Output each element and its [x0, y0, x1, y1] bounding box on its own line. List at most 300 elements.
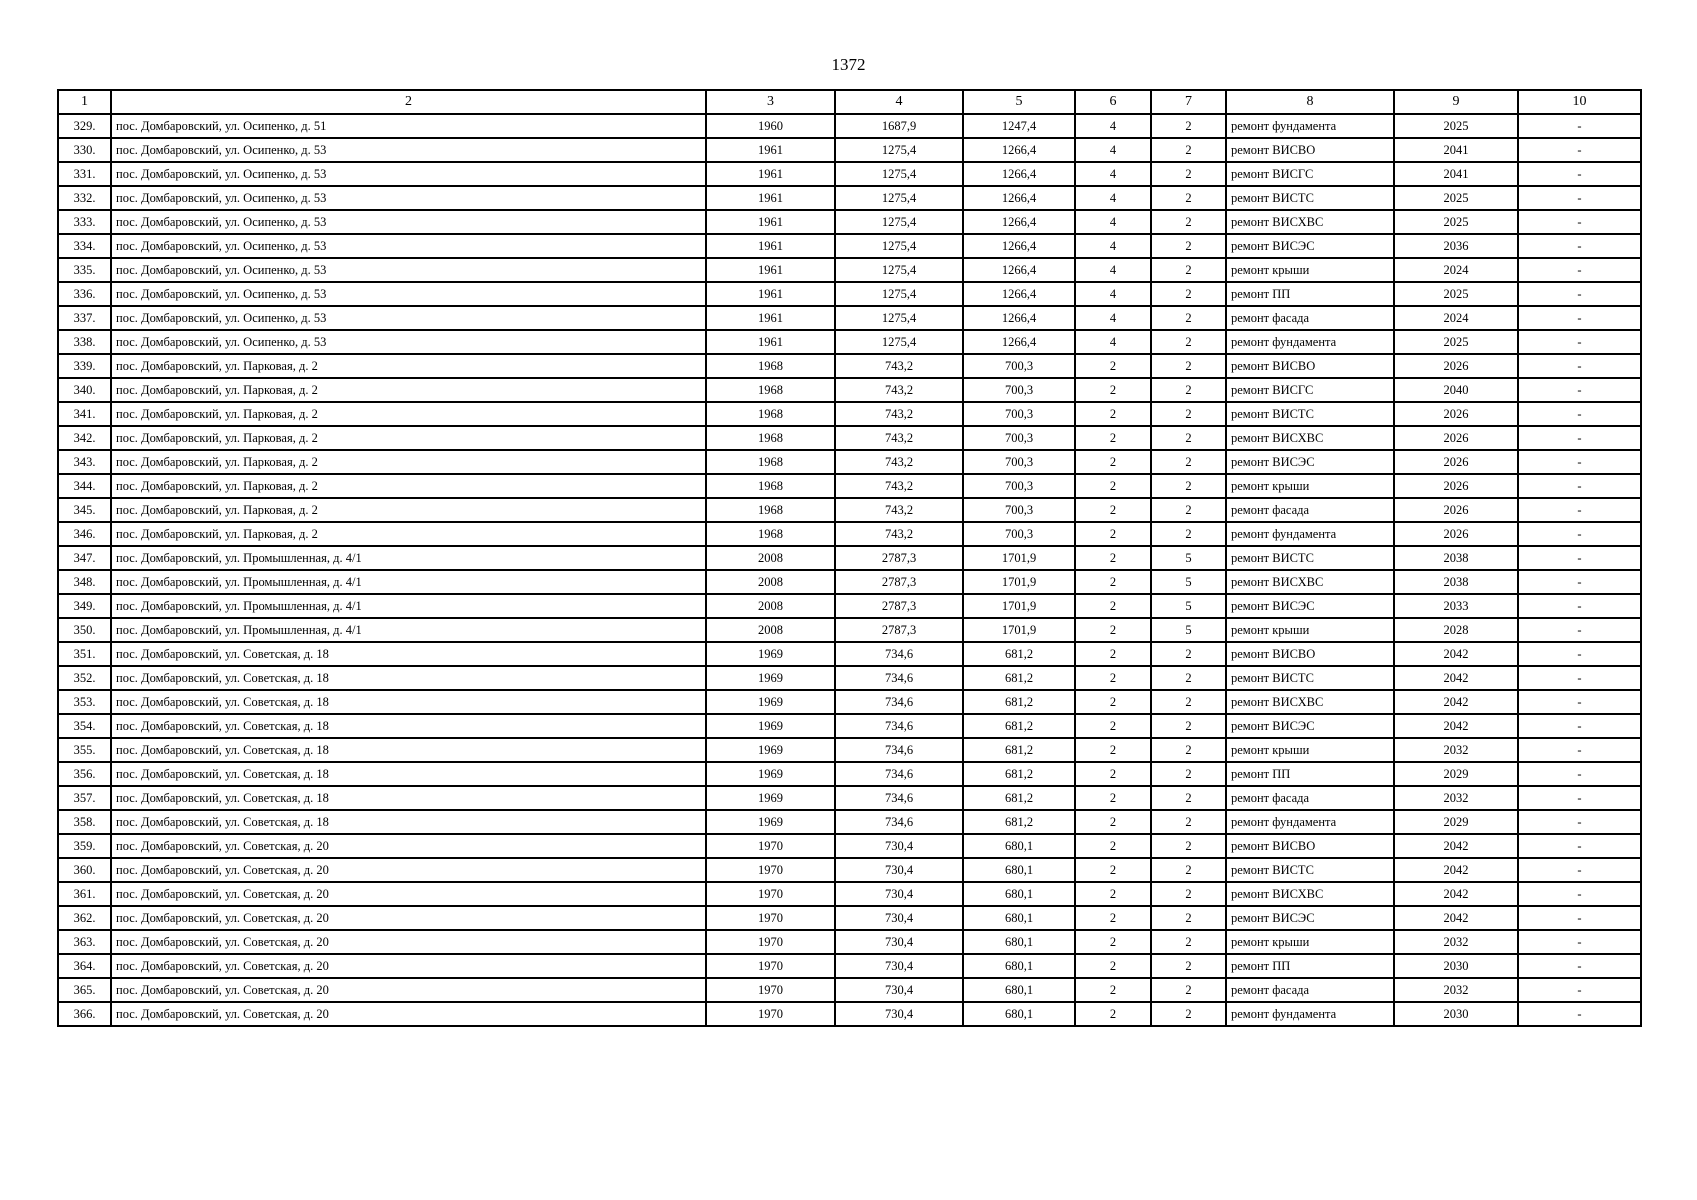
housing-repair-table	[57, 89, 1642, 1027]
row-number-cell: 347.	[58, 546, 111, 570]
row-number-cell: 364.	[58, 954, 111, 978]
note-cell: -	[1518, 162, 1641, 186]
floors-cell: 4	[1075, 234, 1151, 258]
year-built-cell: 1968	[706, 474, 835, 498]
address-cell: пос. Домбаровский, ул. Осипенко, д. 53	[111, 282, 706, 306]
total-area-cell: 730,4	[835, 978, 963, 1002]
row-number-cell: 356.	[58, 762, 111, 786]
repair-year-cell: 2030	[1394, 954, 1518, 978]
address-cell: пос. Домбаровский, ул. Советская, д. 20	[111, 882, 706, 906]
row-number-cell: 363.	[58, 930, 111, 954]
repair-year-cell: 2028	[1394, 618, 1518, 642]
row-number-cell: 357.	[58, 786, 111, 810]
residential-area-cell: 1266,4	[963, 258, 1075, 282]
residential-area-cell: 681,2	[963, 738, 1075, 762]
table-row	[58, 450, 1641, 474]
table-row	[58, 810, 1641, 834]
floors-cell: 2	[1075, 618, 1151, 642]
repair-type-cell: ремонт ВИСВО	[1226, 642, 1394, 666]
address-cell: пос. Домбаровский, ул. Осипенко, д. 53	[111, 306, 706, 330]
page-number: 1372	[831, 55, 866, 74]
repair-type-cell: ремонт ВИСТС	[1226, 402, 1394, 426]
floors-cell: 4	[1075, 186, 1151, 210]
total-area-cell: 734,6	[835, 642, 963, 666]
address-cell: пос. Домбаровский, ул. Парковая, д. 2	[111, 474, 706, 498]
repair-type-cell: ремонт ПП	[1226, 282, 1394, 306]
total-area-cell: 734,6	[835, 666, 963, 690]
repair-type-cell: ремонт крыши	[1226, 474, 1394, 498]
floors-cell: 2	[1075, 450, 1151, 474]
floors-cell: 2	[1075, 402, 1151, 426]
row-number-cell: 360.	[58, 858, 111, 882]
row-number-cell: 346.	[58, 522, 111, 546]
row-number-cell: 351.	[58, 642, 111, 666]
address-cell: пос. Домбаровский, ул. Советская, д. 20	[111, 978, 706, 1002]
floors-cell: 2	[1075, 906, 1151, 930]
address-cell: пос. Домбаровский, ул. Осипенко, д. 53	[111, 210, 706, 234]
year-built-cell: 1961	[706, 210, 835, 234]
address-cell: пос. Домбаровский, ул. Осипенко, д. 53	[111, 162, 706, 186]
note-cell: -	[1518, 354, 1641, 378]
total-area-cell: 2787,3	[835, 594, 963, 618]
repair-year-cell: 2026	[1394, 474, 1518, 498]
address-cell: пос. Домбаровский, ул. Парковая, д. 2	[111, 522, 706, 546]
year-built-cell: 1961	[706, 138, 835, 162]
floors-cell: 2	[1075, 858, 1151, 882]
residential-area-cell: 681,2	[963, 762, 1075, 786]
repair-type-cell: ремонт ВИСТС	[1226, 186, 1394, 210]
note-cell: -	[1518, 762, 1641, 786]
repair-type-cell: ремонт ВИСХВС	[1226, 426, 1394, 450]
table-row	[58, 546, 1641, 570]
year-built-cell: 1970	[706, 882, 835, 906]
residential-area-cell: 681,2	[963, 714, 1075, 738]
entrances-cell: 2	[1151, 474, 1226, 498]
repair-year-cell: 2042	[1394, 834, 1518, 858]
floors-cell: 4	[1075, 306, 1151, 330]
total-area-cell: 734,6	[835, 810, 963, 834]
table-row	[58, 666, 1641, 690]
table-row	[58, 858, 1641, 882]
total-area-cell: 1275,4	[835, 258, 963, 282]
entrances-cell: 2	[1151, 426, 1226, 450]
repair-year-cell: 2042	[1394, 642, 1518, 666]
repair-type-cell: ремонт крыши	[1226, 618, 1394, 642]
residential-area-cell: 680,1	[963, 882, 1075, 906]
residential-area-cell: 680,1	[963, 906, 1075, 930]
floors-cell: 2	[1075, 474, 1151, 498]
residential-area-cell: 1266,4	[963, 330, 1075, 354]
residential-area-cell: 1266,4	[963, 162, 1075, 186]
residential-area-cell: 700,3	[963, 426, 1075, 450]
repair-type-cell: ремонт ВИСТС	[1226, 546, 1394, 570]
row-number-cell: 354.	[58, 714, 111, 738]
repair-year-cell: 2032	[1394, 930, 1518, 954]
total-area-cell: 2787,3	[835, 618, 963, 642]
note-cell: -	[1518, 594, 1641, 618]
total-area-cell: 743,2	[835, 498, 963, 522]
note-cell: -	[1518, 642, 1641, 666]
address-cell: пос. Домбаровский, ул. Промышленная, д. 4/1	[111, 618, 706, 642]
row-number-cell: 333.	[58, 210, 111, 234]
residential-area-cell: 680,1	[963, 930, 1075, 954]
entrances-cell: 2	[1151, 210, 1226, 234]
repair-type-cell: ремонт ВИСГС	[1226, 162, 1394, 186]
table-row	[58, 330, 1641, 354]
floors-cell: 2	[1075, 546, 1151, 570]
year-built-cell: 1961	[706, 162, 835, 186]
entrances-cell: 2	[1151, 450, 1226, 474]
note-cell: -	[1518, 114, 1641, 138]
entrances-cell: 2	[1151, 906, 1226, 930]
address-cell: пос. Домбаровский, ул. Советская, д. 18	[111, 714, 706, 738]
year-built-cell: 1969	[706, 738, 835, 762]
note-cell: -	[1518, 330, 1641, 354]
repair-type-cell: ремонт фасада	[1226, 978, 1394, 1002]
row-number-cell: 337.	[58, 306, 111, 330]
repair-year-cell: 2042	[1394, 882, 1518, 906]
floors-cell: 2	[1075, 522, 1151, 546]
row-number-cell: 343.	[58, 450, 111, 474]
table-row	[58, 714, 1641, 738]
residential-area-cell: 1266,4	[963, 138, 1075, 162]
address-cell: пос. Домбаровский, ул. Советская, д. 20	[111, 930, 706, 954]
entrances-cell: 5	[1151, 594, 1226, 618]
floors-cell: 2	[1075, 810, 1151, 834]
year-built-cell: 1961	[706, 306, 835, 330]
entrances-cell: 2	[1151, 690, 1226, 714]
entrances-cell: 2	[1151, 882, 1226, 906]
note-cell: -	[1518, 1002, 1641, 1026]
note-cell: -	[1518, 978, 1641, 1002]
repair-year-cell: 2025	[1394, 330, 1518, 354]
entrances-cell: 2	[1151, 186, 1226, 210]
address-cell: пос. Домбаровский, ул. Советская, д. 18	[111, 642, 706, 666]
note-cell: -	[1518, 522, 1641, 546]
table-row	[58, 1002, 1641, 1026]
year-built-cell: 1969	[706, 786, 835, 810]
repair-type-cell: ремонт фасада	[1226, 786, 1394, 810]
table-row	[58, 186, 1641, 210]
table-row	[58, 258, 1641, 282]
note-cell: -	[1518, 618, 1641, 642]
repair-type-cell: ремонт фундамента	[1226, 330, 1394, 354]
total-area-cell: 2787,3	[835, 546, 963, 570]
row-number-cell: 329.	[58, 114, 111, 138]
total-area-cell: 730,4	[835, 1002, 963, 1026]
address-cell: пос. Домбаровский, ул. Советская, д. 18	[111, 738, 706, 762]
year-built-cell: 1970	[706, 906, 835, 930]
note-cell: -	[1518, 930, 1641, 954]
repair-year-cell: 2025	[1394, 114, 1518, 138]
row-number-cell: 365.	[58, 978, 111, 1002]
address-cell: пос. Домбаровский, ул. Промышленная, д. 4/1	[111, 570, 706, 594]
address-cell: пос. Домбаровский, ул. Парковая, д. 2	[111, 354, 706, 378]
residential-area-cell: 680,1	[963, 834, 1075, 858]
note-cell: -	[1518, 498, 1641, 522]
year-built-cell: 1969	[706, 762, 835, 786]
year-built-cell: 1970	[706, 858, 835, 882]
column-header-1: 1	[58, 90, 111, 114]
repair-year-cell: 2033	[1394, 594, 1518, 618]
entrances-cell: 2	[1151, 114, 1226, 138]
column-header-10: 10	[1518, 90, 1641, 114]
repair-type-cell: ремонт ВИСХВС	[1226, 882, 1394, 906]
total-area-cell: 1275,4	[835, 210, 963, 234]
repair-year-cell: 2026	[1394, 426, 1518, 450]
column-header-6: 6	[1075, 90, 1151, 114]
residential-area-cell: 1266,4	[963, 306, 1075, 330]
note-cell: -	[1518, 906, 1641, 930]
entrances-cell: 2	[1151, 810, 1226, 834]
year-built-cell: 1968	[706, 402, 835, 426]
entrances-cell: 5	[1151, 618, 1226, 642]
total-area-cell: 743,2	[835, 378, 963, 402]
entrances-cell: 5	[1151, 570, 1226, 594]
address-cell: пос. Домбаровский, ул. Парковая, д. 2	[111, 498, 706, 522]
floors-cell: 2	[1075, 834, 1151, 858]
entrances-cell: 2	[1151, 402, 1226, 426]
note-cell: -	[1518, 186, 1641, 210]
repair-year-cell: 2040	[1394, 378, 1518, 402]
note-cell: -	[1518, 210, 1641, 234]
note-cell: -	[1518, 258, 1641, 282]
residential-area-cell: 700,3	[963, 474, 1075, 498]
repair-type-cell: ремонт фундамента	[1226, 522, 1394, 546]
repair-year-cell: 2032	[1394, 786, 1518, 810]
floors-cell: 2	[1075, 690, 1151, 714]
floors-cell: 2	[1075, 738, 1151, 762]
entrances-cell: 2	[1151, 930, 1226, 954]
repair-year-cell: 2038	[1394, 570, 1518, 594]
total-area-cell: 743,2	[835, 402, 963, 426]
residential-area-cell: 700,3	[963, 354, 1075, 378]
row-number-cell: 340.	[58, 378, 111, 402]
repair-year-cell: 2026	[1394, 450, 1518, 474]
row-number-cell: 338.	[58, 330, 111, 354]
floors-cell: 4	[1075, 282, 1151, 306]
row-number-cell: 355.	[58, 738, 111, 762]
total-area-cell: 1275,4	[835, 282, 963, 306]
repair-year-cell: 2042	[1394, 858, 1518, 882]
floors-cell: 2	[1075, 594, 1151, 618]
residential-area-cell: 1266,4	[963, 210, 1075, 234]
column-header-5: 5	[963, 90, 1075, 114]
note-cell: -	[1518, 690, 1641, 714]
column-header-4: 4	[835, 90, 963, 114]
column-header-8: 8	[1226, 90, 1394, 114]
repair-year-cell: 2041	[1394, 138, 1518, 162]
address-cell: пос. Домбаровский, ул. Парковая, д. 2	[111, 450, 706, 474]
year-built-cell: 1970	[706, 930, 835, 954]
table-row	[58, 474, 1641, 498]
row-number-cell: 342.	[58, 426, 111, 450]
entrances-cell: 2	[1151, 786, 1226, 810]
entrances-cell: 2	[1151, 498, 1226, 522]
repair-year-cell: 2024	[1394, 258, 1518, 282]
repair-year-cell: 2032	[1394, 978, 1518, 1002]
address-cell: пос. Домбаровский, ул. Советская, д. 18	[111, 786, 706, 810]
entrances-cell: 2	[1151, 714, 1226, 738]
address-cell: пос. Домбаровский, ул. Советская, д. 18	[111, 690, 706, 714]
row-number-cell: 366.	[58, 1002, 111, 1026]
year-built-cell: 2008	[706, 570, 835, 594]
header-row	[58, 90, 1641, 114]
year-built-cell: 1968	[706, 498, 835, 522]
table-row	[58, 306, 1641, 330]
repair-year-cell: 2042	[1394, 690, 1518, 714]
table-row	[58, 162, 1641, 186]
row-number-cell: 341.	[58, 402, 111, 426]
repair-type-cell: ремонт крыши	[1226, 258, 1394, 282]
repair-type-cell: ремонт ВИСВО	[1226, 834, 1394, 858]
note-cell: -	[1518, 450, 1641, 474]
total-area-cell: 1275,4	[835, 330, 963, 354]
repair-year-cell: 2029	[1394, 762, 1518, 786]
total-area-cell: 2787,3	[835, 570, 963, 594]
floors-cell: 2	[1075, 642, 1151, 666]
entrances-cell: 2	[1151, 162, 1226, 186]
row-number-cell: 339.	[58, 354, 111, 378]
year-built-cell: 1970	[706, 978, 835, 1002]
residential-area-cell: 681,2	[963, 810, 1075, 834]
total-area-cell: 730,4	[835, 858, 963, 882]
total-area-cell: 1275,4	[835, 162, 963, 186]
residential-area-cell: 680,1	[963, 978, 1075, 1002]
note-cell: -	[1518, 234, 1641, 258]
column-header-3: 3	[706, 90, 835, 114]
year-built-cell: 1970	[706, 834, 835, 858]
floors-cell: 2	[1075, 786, 1151, 810]
note-cell: -	[1518, 570, 1641, 594]
residential-area-cell: 700,3	[963, 402, 1075, 426]
address-cell: пос. Домбаровский, ул. Советская, д. 20	[111, 834, 706, 858]
repair-year-cell: 2038	[1394, 546, 1518, 570]
year-built-cell: 1961	[706, 258, 835, 282]
table-row	[58, 234, 1641, 258]
floors-cell: 2	[1075, 954, 1151, 978]
total-area-cell: 730,4	[835, 834, 963, 858]
total-area-cell: 1275,4	[835, 234, 963, 258]
column-header-7: 7	[1151, 90, 1226, 114]
row-number-cell: 353.	[58, 690, 111, 714]
entrances-cell: 2	[1151, 738, 1226, 762]
repair-year-cell: 2042	[1394, 906, 1518, 930]
total-area-cell: 730,4	[835, 954, 963, 978]
entrances-cell: 2	[1151, 834, 1226, 858]
entrances-cell: 2	[1151, 282, 1226, 306]
total-area-cell: 1275,4	[835, 138, 963, 162]
residential-area-cell: 681,2	[963, 690, 1075, 714]
residential-area-cell: 1266,4	[963, 234, 1075, 258]
note-cell: -	[1518, 882, 1641, 906]
year-built-cell: 1970	[706, 954, 835, 978]
repair-type-cell: ремонт ВИСЭС	[1226, 234, 1394, 258]
table-row	[58, 354, 1641, 378]
repair-year-cell: 2025	[1394, 210, 1518, 234]
residential-area-cell: 1266,4	[963, 282, 1075, 306]
address-cell: пос. Домбаровский, ул. Осипенко, д. 53	[111, 234, 706, 258]
table-row	[58, 378, 1641, 402]
entrances-cell: 2	[1151, 354, 1226, 378]
note-cell: -	[1518, 138, 1641, 162]
repair-type-cell: ремонт ВИСТС	[1226, 666, 1394, 690]
repair-type-cell: ремонт ПП	[1226, 954, 1394, 978]
row-number-cell: 352.	[58, 666, 111, 690]
year-built-cell: 2008	[706, 546, 835, 570]
floors-cell: 2	[1075, 930, 1151, 954]
row-number-cell: 361.	[58, 882, 111, 906]
residential-area-cell: 1701,9	[963, 594, 1075, 618]
table-row	[58, 594, 1641, 618]
table-row	[58, 834, 1641, 858]
year-built-cell: 2008	[706, 618, 835, 642]
total-area-cell: 1275,4	[835, 306, 963, 330]
address-cell: пос. Домбаровский, ул. Парковая, д. 2	[111, 426, 706, 450]
total-area-cell: 734,6	[835, 738, 963, 762]
row-number-cell: 334.	[58, 234, 111, 258]
address-cell: пос. Домбаровский, ул. Осипенко, д. 53	[111, 186, 706, 210]
floors-cell: 4	[1075, 138, 1151, 162]
repair-type-cell: ремонт ВИСВО	[1226, 138, 1394, 162]
note-cell: -	[1518, 810, 1641, 834]
floors-cell: 4	[1075, 114, 1151, 138]
entrances-cell: 2	[1151, 330, 1226, 354]
row-number-cell: 362.	[58, 906, 111, 930]
address-cell: пос. Домбаровский, ул. Промышленная, д. 4/1	[111, 546, 706, 570]
note-cell: -	[1518, 954, 1641, 978]
table-body	[58, 114, 1641, 1026]
repair-year-cell: 2026	[1394, 402, 1518, 426]
total-area-cell: 1275,4	[835, 186, 963, 210]
table-row	[58, 738, 1641, 762]
row-number-cell: 344.	[58, 474, 111, 498]
repair-type-cell: ремонт ВИСТС	[1226, 858, 1394, 882]
repair-type-cell: ремонт фасада	[1226, 498, 1394, 522]
address-cell: пос. Домбаровский, ул. Осипенко, д. 53	[111, 138, 706, 162]
table-row	[58, 210, 1641, 234]
row-number-cell: 345.	[58, 498, 111, 522]
repair-type-cell: ремонт ПП	[1226, 762, 1394, 786]
address-cell: пос. Домбаровский, ул. Советская, д. 20	[111, 906, 706, 930]
repair-year-cell: 2042	[1394, 714, 1518, 738]
address-cell: пос. Домбаровский, ул. Советская, д. 18	[111, 762, 706, 786]
floors-cell: 4	[1075, 330, 1151, 354]
floors-cell: 2	[1075, 354, 1151, 378]
table-row	[58, 114, 1641, 138]
floors-cell: 2	[1075, 426, 1151, 450]
residential-area-cell: 700,3	[963, 450, 1075, 474]
repair-year-cell: 2030	[1394, 1002, 1518, 1026]
address-cell: пос. Домбаровский, ул. Промышленная, д. 4/1	[111, 594, 706, 618]
note-cell: -	[1518, 282, 1641, 306]
entrances-cell: 2	[1151, 258, 1226, 282]
note-cell: -	[1518, 306, 1641, 330]
row-number-cell: 359.	[58, 834, 111, 858]
entrances-cell: 2	[1151, 378, 1226, 402]
year-built-cell: 1969	[706, 666, 835, 690]
table-row	[58, 978, 1641, 1002]
entrances-cell: 2	[1151, 762, 1226, 786]
total-area-cell: 734,6	[835, 690, 963, 714]
table-row	[58, 282, 1641, 306]
row-number-cell: 350.	[58, 618, 111, 642]
total-area-cell: 743,2	[835, 474, 963, 498]
note-cell: -	[1518, 402, 1641, 426]
repair-type-cell: ремонт ВИСХВС	[1226, 570, 1394, 594]
residential-area-cell: 680,1	[963, 858, 1075, 882]
year-built-cell: 1968	[706, 426, 835, 450]
